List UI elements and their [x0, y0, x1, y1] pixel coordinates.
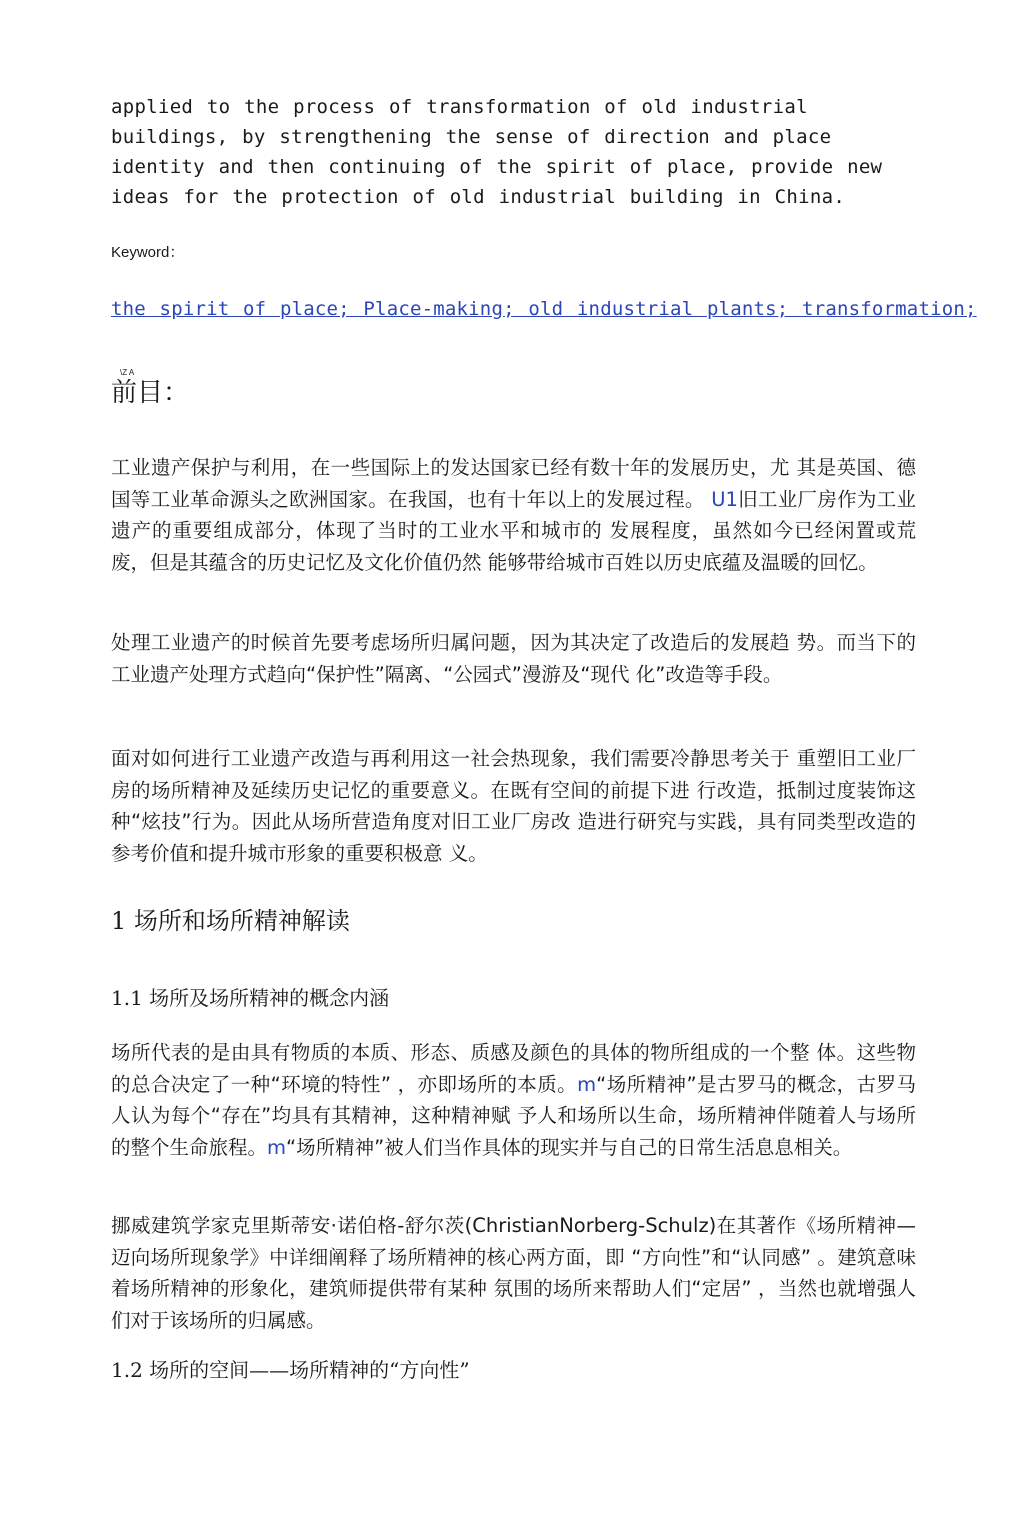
paragraph-4-text-a: 场所代表的是由具有物质的本质、形态、质感及颜色的具体的物所组成的一个整 体。这些物的总合决定了一种“环境的特性” ，亦即场所的本质。 — [111, 1041, 916, 1096]
stray-mark: \Z A — [120, 368, 135, 377]
paragraph-3: 面对如何进行工业遗产改造与再利用这一社会热现象，我们需要冷静思考关于 重塑旧工业厂房的场所精神及延续历史记忆的重要意义。在既有空间的前提下进 行改造，抵制过度装饰这种“炫技”行为。因此从场所营造角度对旧工业厂房改 造进行研究与实践，具有同类型改造的参考价值和提升城市形象的重要积极意 义。 — [111, 747, 916, 865]
paragraph-1 — [111, 452, 916, 578]
section-heading-1-1: 1.1 场所及场所精神的概念内涵 — [111, 986, 390, 1010]
paragraph-1-text-b: 旧工业厂房作为工业遗产的重要组成部分，体现了当时的工业水平和城市的 发展程度，虽然如今已经闲置或荒废，但是其蕴含的历史记忆及文化价值仍然 能够带给城市百姓以历史底蕴及温暖的回忆。 — [111, 487, 916, 574]
paragraph-4-text-b: “场所精神”是古罗马的概念，古罗马人认为每个“存在”均具有其精神，这种精神赋 予人和场所以生命，场所精神伴随着人与场所的整个生命旅程。 — [111, 1072, 916, 1159]
paragraph-4-text-c: “场所精神”被人们当作具体的现实并与自己的日常生活息息相关。 — [286, 1135, 853, 1159]
reference-link-m-1[interactable]: m — [577, 1072, 597, 1096]
abstract-english: applied to the process of transformation of old industrial buildings, by strengthening the sense of direction and place identity and then continuing of the spirit of place, provide new ideas for the protection of old industrial building in China. — [111, 96, 883, 208]
paragraph-4 — [111, 1037, 916, 1163]
reference-link-m-2[interactable]: m — [267, 1135, 287, 1159]
keyword-label: Keyword： — [111, 244, 185, 261]
section-heading-1-2: 1.2 场所的空间——场所精神的“方向性” — [111, 1358, 470, 1382]
paragraph-5: 挪威建筑学家克里斯蒂安·诺伯格-舒尔茨(ChristianNorberg-Schulz)在其著作《场所精神—迈向场所现象学》中详细阐释了场所精神的核心两方面，即 “方向性”和“认同感” 。建筑意味着场所精神的形象化，建筑师提供带有某种 氛围的场所来帮助人们“定居” ，当然也就增强人们对于该场所的归属感。 — [111, 1214, 916, 1332]
keywords-link[interactable]: the spirit of place; Place-making; old industrial plants; transformation; — [111, 298, 977, 320]
section-heading-1: 1 场所和场所精神解读 — [111, 907, 350, 935]
preface-heading: 前目： — [111, 378, 190, 408]
paragraph-2: 处理工业遗产的时候首先要考虑场所归属问题，因为其决定了改造后的发展趋 势。而当下的工业遗产处理方式趋向“保护性”隔离、“公园式”漫游及“现代 化”改造等手段。 — [111, 631, 916, 686]
reference-link-u1[interactable]: U1 — [711, 487, 738, 511]
paragraph-1-text-a: 工业遗产保护与利用，在一些国际上的发达国家已经有数十年的发展历史，尤 其是英国、德国等工业革命源头之欧洲国家。在我国，也有十年以上的发展过程。 — [111, 456, 916, 511]
